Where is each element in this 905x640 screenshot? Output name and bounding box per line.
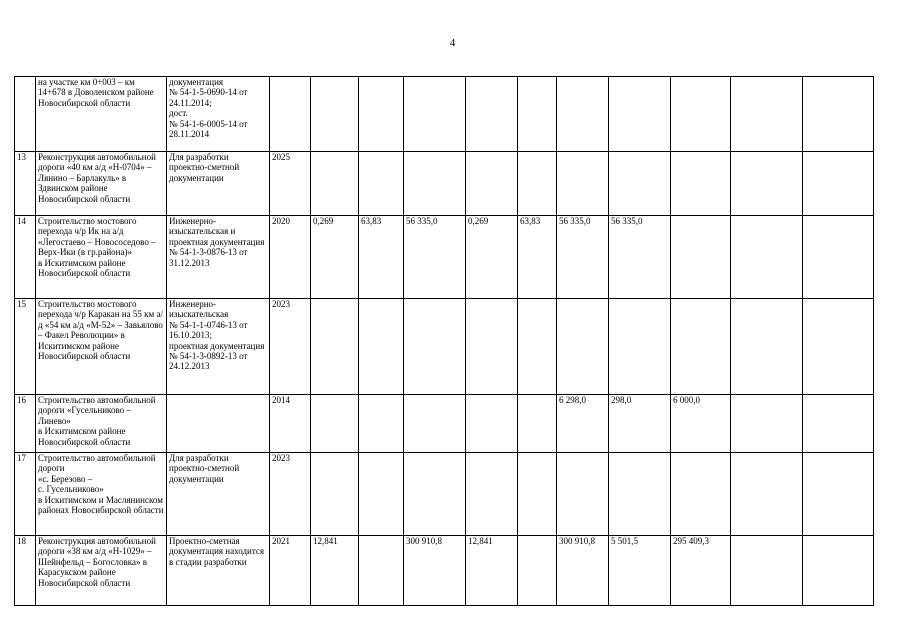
table-row — [15, 395, 874, 453]
table-row — [15, 536, 874, 606]
row-number-cell: 18 — [15, 536, 36, 606]
object-name-cell: Строительство мостового перехода ч/р Ик на а/д «Легостаево – Новососедово – Верх-Ики (в гр.района)» в Искитимском районе Новосибирской области — [36, 216, 167, 299]
value-5-cell — [518, 77, 557, 152]
value-1-cell — [311, 299, 359, 395]
year-cell — [270, 77, 311, 152]
value-9-cell — [731, 216, 803, 299]
value-5-cell — [518, 152, 557, 216]
value-10-cell — [803, 299, 874, 395]
value-6-cell: 300 910,8 — [557, 536, 609, 606]
object-name-cell: Реконструкция автомобильной дороги «40 км а/д «Н-0704» – Лянино – Барлакуль» в Здвинском районе Новосибирской области — [36, 152, 167, 216]
value-9-cell — [731, 453, 803, 536]
value-2-cell — [359, 536, 404, 606]
value-3-cell: 56 335,0 — [404, 216, 466, 299]
value-4-cell: 0,269 — [466, 216, 518, 299]
value-7-cell — [609, 299, 671, 395]
value-2-cell — [359, 152, 404, 216]
object-name-cell: Строительство мостового перехода ч/р Каракан на 55 км а/д «54 км а/д «М-52» – Завьялово – Факел Революции» в Искитимском районе Новосибирской области — [36, 299, 167, 395]
year-cell: 2023 — [270, 299, 311, 395]
value-7-cell: 56 335,0 — [609, 216, 671, 299]
value-3-cell — [404, 152, 466, 216]
program-table — [14, 76, 874, 606]
value-1-cell — [311, 152, 359, 216]
value-5-cell: 63,83 — [518, 216, 557, 299]
documentation-cell: Для разработки проектно-сметной документации — [167, 453, 270, 536]
value-6-cell — [557, 77, 609, 152]
value-3-cell — [404, 453, 466, 536]
value-9-cell — [731, 152, 803, 216]
value-8-cell: 6 000,0 — [671, 395, 731, 453]
value-7-cell — [609, 77, 671, 152]
value-8-cell — [671, 77, 731, 152]
value-1-cell — [311, 453, 359, 536]
value-4-cell — [466, 453, 518, 536]
value-10-cell — [803, 77, 874, 152]
value-2-cell — [359, 453, 404, 536]
table-row — [15, 299, 874, 395]
value-4-cell: 12,841 — [466, 536, 518, 606]
year-cell: 2021 — [270, 536, 311, 606]
row-number-cell — [15, 77, 36, 152]
table-row — [15, 77, 874, 152]
value-5-cell — [518, 536, 557, 606]
value-1-cell — [311, 77, 359, 152]
value-3-cell — [404, 299, 466, 395]
value-8-cell — [671, 453, 731, 536]
value-6-cell — [557, 299, 609, 395]
object-name-cell: на участке км 0+003 – км 14+678 в Доволенском районе Новосибирской области — [36, 77, 167, 152]
value-8-cell — [671, 216, 731, 299]
value-2-cell — [359, 299, 404, 395]
table-row — [15, 216, 874, 299]
value-6-cell — [557, 453, 609, 536]
value-4-cell — [466, 152, 518, 216]
value-10-cell — [803, 152, 874, 216]
documentation-cell: Инженерно-изыскательская № 54-1-1-0746-13 от 16.10.2013; проектная документация № 54-1-3-0892-13 от 24.12.2013 — [167, 299, 270, 395]
documentation-cell: Проектно-сметная документация находится в стадии разработки — [167, 536, 270, 606]
value-2-cell — [359, 395, 404, 453]
value-4-cell — [466, 395, 518, 453]
value-1-cell — [311, 395, 359, 453]
value-2-cell: 63,83 — [359, 216, 404, 299]
value-3-cell — [404, 77, 466, 152]
documentation-cell — [167, 395, 270, 453]
value-7-cell — [609, 152, 671, 216]
value-5-cell — [518, 395, 557, 453]
value-1-cell: 0,269 — [311, 216, 359, 299]
year-cell: 2020 — [270, 216, 311, 299]
value-2-cell — [359, 77, 404, 152]
value-10-cell — [803, 453, 874, 536]
value-9-cell — [731, 299, 803, 395]
value-7-cell: 5 501,5 — [609, 536, 671, 606]
value-9-cell — [731, 536, 803, 606]
row-number-cell: 13 — [15, 152, 36, 216]
year-cell: 2014 — [270, 395, 311, 453]
value-5-cell — [518, 453, 557, 536]
documentation-cell: Для разработки проектно-сметной документации — [167, 152, 270, 216]
row-number-cell: 17 — [15, 453, 36, 536]
value-6-cell — [557, 152, 609, 216]
value-1-cell: 12,841 — [311, 536, 359, 606]
value-10-cell — [803, 395, 874, 453]
value-8-cell — [671, 152, 731, 216]
value-4-cell — [466, 77, 518, 152]
value-6-cell: 6 298,0 — [557, 395, 609, 453]
value-10-cell — [803, 536, 874, 606]
value-5-cell — [518, 299, 557, 395]
object-name-cell: Строительство автомобильной дороги «с. Березово – с. Гусельниково» в Искитимском и Маслянинском районах Новосибирской области — [36, 453, 167, 536]
page-number: 4 — [449, 37, 456, 49]
value-7-cell: 298,0 — [609, 395, 671, 453]
value-8-cell — [671, 299, 731, 395]
year-cell: 2025 — [270, 152, 311, 216]
table-row — [15, 453, 874, 536]
value-3-cell — [404, 395, 466, 453]
documentation-cell: документация № 54-1-5-0690-14 от 24.11.2014; дост. № 54-1-6-0005-14 от 28.11.2014 — [167, 77, 270, 152]
value-10-cell — [803, 216, 874, 299]
object-name-cell: Реконструкция автомобильной дороги «38 км а/д «Н-1029» – Шейнфельд – Богословка» в Карасукском районе Новосибирской области — [36, 536, 167, 606]
value-9-cell — [731, 77, 803, 152]
table-row — [15, 152, 874, 216]
year-cell: 2023 — [270, 453, 311, 536]
value-9-cell — [731, 395, 803, 453]
row-number-cell: 14 — [15, 216, 36, 299]
row-number-cell: 16 — [15, 395, 36, 453]
value-4-cell — [466, 299, 518, 395]
object-name-cell: Строительство автомобильной дороги «Гусельниково – Линево» в Искитимском районе Новосибирской области — [36, 395, 167, 453]
value-6-cell: 56 335,0 — [557, 216, 609, 299]
documentation-cell: Инженерно-изыскательская и проектная документация № 54-1-3-0876-13 от 31.12.2013 — [167, 216, 270, 299]
value-3-cell: 300 910,8 — [404, 536, 466, 606]
row-number-cell: 15 — [15, 299, 36, 395]
value-7-cell — [609, 453, 671, 536]
value-8-cell: 295 409,3 — [671, 536, 731, 606]
